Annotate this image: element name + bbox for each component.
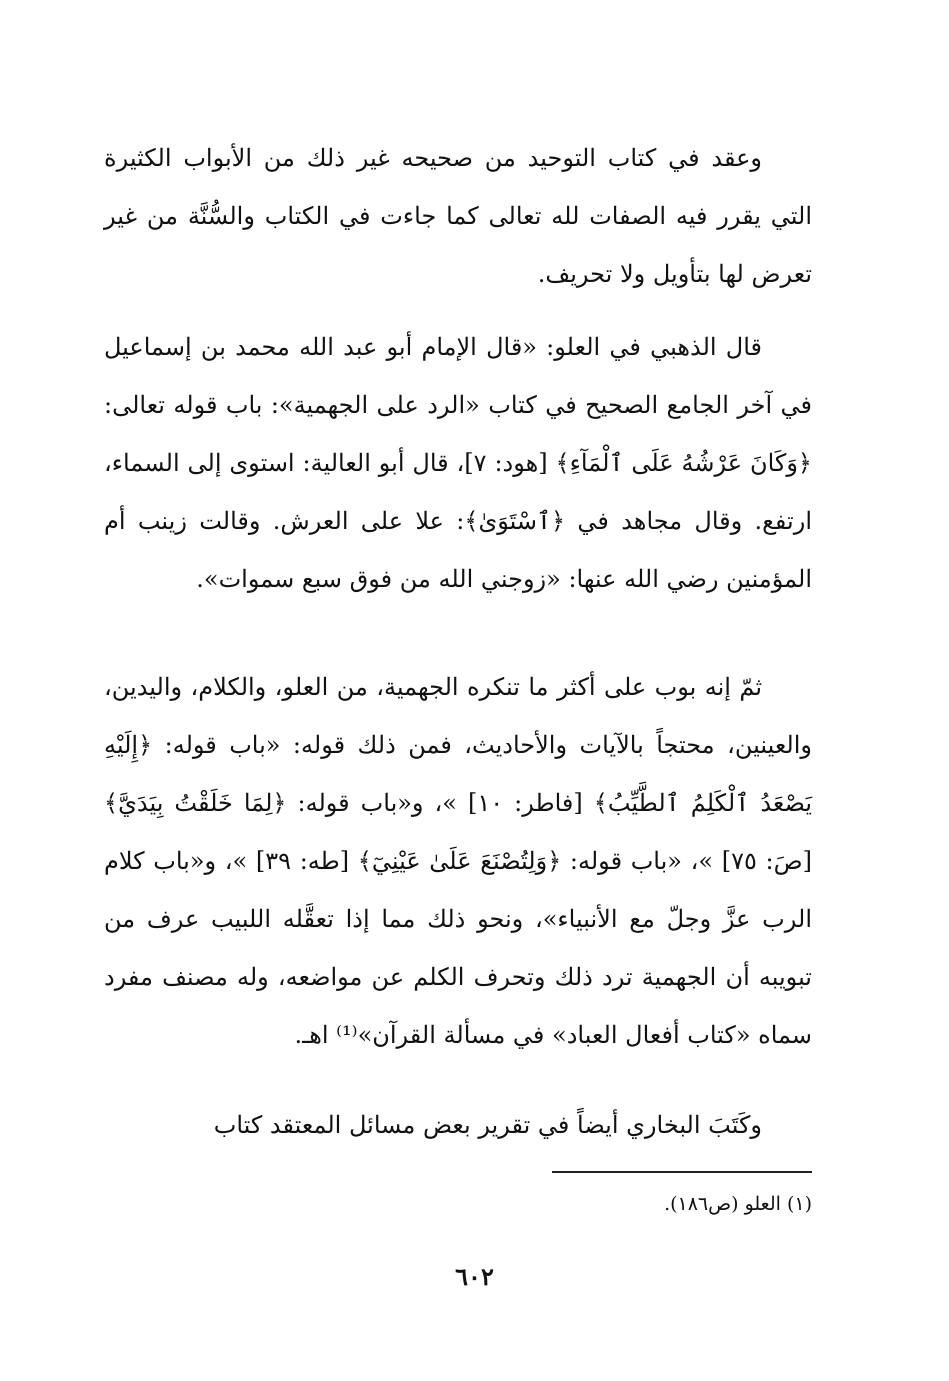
paragraph-text: ثمّ إنه بوب على أكثر ما تنكره الجهمية، من العلو، والكلام، واليدين، والعينين، محتجاً بالآيات والأحاديث، فمن ذلك قوله: «باب قوله: ﴿إِلَيْهِ يَصْعَدُ ٱلْكَلِمُ ٱلطَّيِّبُ﴾ [فاطر: ١٠] »، و«باب قوله: ﴿لِمَا خَلَقْتُ بِيَدَيَّ﴾ [صَ: ٧٥] »، «باب قوله: ﴿وَلِتُصْنَعَ عَلَىٰ عَيْنِيٓ﴾ [طه: ٣٩] »، و«باب كلام الرب عزَّ وجلّ مع الأنبياء»، ونحو ذلك مما إذا تعقَّله اللبيب عرف من تبويبه أن الجهمية ترد ذلك وتحرف الكلم عن مواضعه، وله مصنف مفرد سماه «كتاب أفعال العباد» في مسألة القرآن»⁽¹⁾ اهـ. [104,673,813,1049]
footnote-divider [552,1171,812,1173]
paragraph-text: قال الذهبي في العلو: «قال الإمام أبو عبد الله محمد بن إسماعيل في آخر الجامع الصحيح في كتاب «الرد على الجهمية»: باب قوله تعالى: ﴿وَكَانَ عَرْشُهُ عَلَى ٱلْمَآءِ﴾ [هود: ٧]، قال أبو العالية: استوى إلى السماء، ارتفع. وقال مجاهد في ﴿ٱسْتَوَىٰ﴾: علا على العرش. وقالت زينب أم المؤمنين رضي الله عنها: «زوجني الله من فوق سبع سموات». [104,333,812,593]
paragraph-1 [104,129,812,303]
footnote: (١) العلو (ص١٨٦). [664,1193,812,1215]
paragraph-4 [104,1096,812,1154]
paragraph-3 [104,658,812,1064]
page-number: ٦٠٢ [455,1262,494,1291]
paragraph-text: وكَتَبَ البخاري أيضاً في تقرير بعض مسائل المعتقد كتاب [213,1111,762,1139]
paragraph-text: وعقد في كتاب التوحيد من صحيحه غير ذلك من الأبواب الكثيرة التي يقرر فيه الصفات لله تعالى كما جاءت في الكتاب والسُّنَّة من غير تعرض لها بتأويل ولا تحريف. [104,144,812,288]
paragraph-2 [104,318,812,608]
